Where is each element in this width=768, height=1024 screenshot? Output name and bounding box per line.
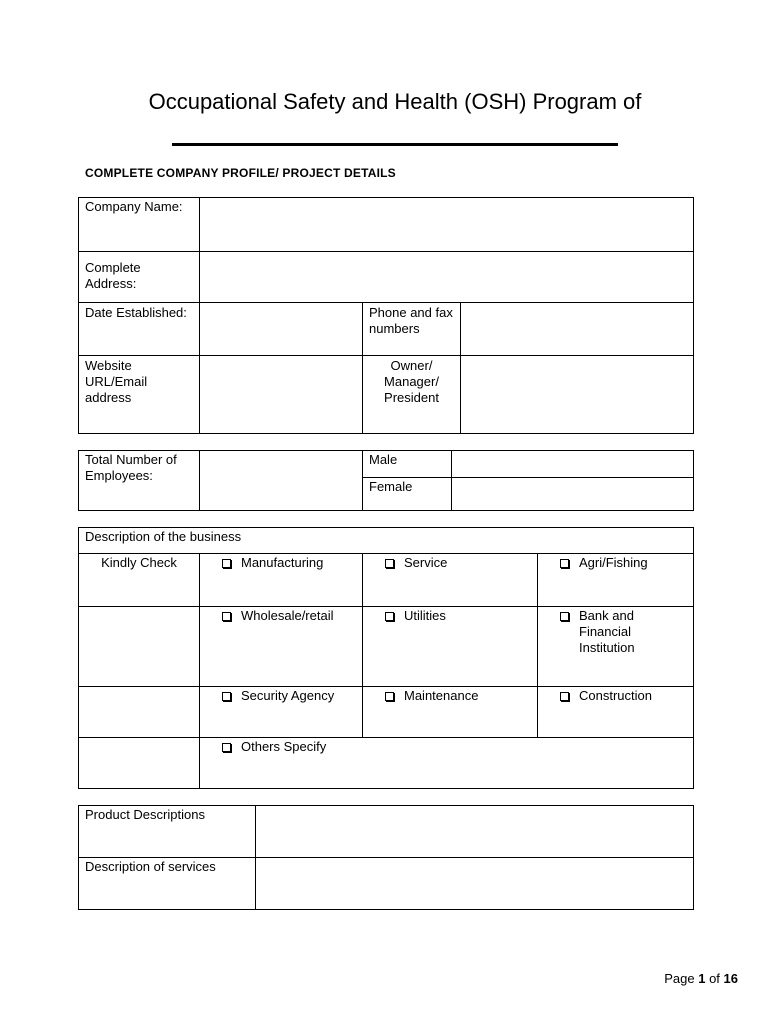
- checkbox-icon[interactable]: [222, 612, 231, 621]
- service-descriptions-label: Description of services: [79, 858, 256, 910]
- option-utilities[interactable]: [363, 607, 538, 687]
- total-employees-label: Total Number of Employees:: [79, 451, 200, 511]
- option-label: Others Specify: [241, 739, 327, 754]
- option-bank-financial[interactable]: [538, 607, 694, 687]
- checkbox-icon[interactable]: [560, 612, 569, 621]
- page-label: Page: [664, 971, 695, 986]
- checkbox-icon[interactable]: [385, 612, 394, 621]
- product-descriptions-field[interactable]: [256, 806, 694, 858]
- option-manufacturing[interactable]: [200, 554, 363, 607]
- option-label: Construction: [579, 688, 652, 703]
- option-label: Security Agency: [241, 688, 335, 703]
- checkbox-icon[interactable]: [222, 559, 231, 568]
- female-field[interactable]: [452, 478, 694, 511]
- phone-fax-field[interactable]: [461, 303, 694, 356]
- company-name-field[interactable]: [200, 198, 694, 252]
- male-field[interactable]: [452, 451, 694, 478]
- option-maintenance[interactable]: [363, 687, 538, 738]
- date-established-label: Date Established:: [79, 303, 200, 356]
- website-email-field[interactable]: [200, 356, 363, 434]
- current-page: 1: [698, 971, 706, 986]
- checkbox-icon[interactable]: [385, 692, 394, 701]
- option-label: Utilities: [404, 608, 446, 623]
- option-security-agency[interactable]: [200, 687, 363, 738]
- option-label: Manufacturing: [241, 555, 324, 570]
- phone-fax-label: Phone and fax numbers: [363, 303, 461, 356]
- company-name-blank-line: [172, 143, 618, 146]
- document-title: Occupational Safety and Health (OSH) Program of: [148, 89, 642, 114]
- option-label: Wholesale/retail: [241, 608, 334, 623]
- checkbox-icon[interactable]: [560, 559, 569, 568]
- employees-table: [78, 450, 694, 511]
- section-heading: COMPLETE COMPANY PROFILE/ PROJECT DETAILS: [85, 166, 396, 180]
- checkbox-icon[interactable]: [222, 743, 231, 752]
- business-description-label: Description of the business: [79, 528, 694, 554]
- option-label: Maintenance: [404, 688, 479, 703]
- date-established-field[interactable]: [200, 303, 363, 356]
- business-description-table: [78, 527, 694, 789]
- owner-manager-field[interactable]: [461, 356, 694, 434]
- of-label: of: [709, 971, 720, 986]
- kindly-check-label: Kindly Check: [79, 554, 200, 607]
- product-descriptions-label: Product Descriptions: [79, 806, 256, 858]
- owner-manager-label: Owner/ Manager/ President: [363, 356, 461, 434]
- option-wholesale-retail[interactable]: [200, 607, 363, 687]
- empty-cell: [79, 687, 200, 738]
- service-descriptions-field[interactable]: [256, 858, 694, 910]
- option-others-specify[interactable]: [200, 738, 694, 789]
- option-label: Service: [404, 555, 448, 570]
- empty-cell: [79, 738, 200, 789]
- complete-address-field[interactable]: [200, 252, 694, 303]
- total-employees-field[interactable]: [200, 451, 363, 511]
- website-email-label: Website URL/Email address: [79, 356, 200, 434]
- company-name-label: Company Name:: [79, 198, 200, 252]
- female-label: Female: [363, 478, 452, 511]
- option-label: Bank and Financial Institution: [579, 608, 635, 655]
- complete-address-label: Complete Address:: [79, 252, 200, 303]
- company-profile-table: [78, 197, 694, 434]
- option-construction[interactable]: [538, 687, 694, 738]
- empty-cell: [79, 607, 200, 687]
- male-label: Male: [363, 451, 452, 478]
- checkbox-icon[interactable]: [560, 692, 569, 701]
- option-agri-fishing[interactable]: [538, 554, 694, 607]
- option-service[interactable]: [363, 554, 538, 607]
- checkbox-icon[interactable]: [222, 692, 231, 701]
- products-services-table: [78, 805, 694, 910]
- page-number: [664, 971, 738, 986]
- total-pages: 16: [723, 971, 738, 986]
- checkbox-icon[interactable]: [385, 559, 394, 568]
- option-label: Agri/Fishing: [579, 555, 648, 570]
